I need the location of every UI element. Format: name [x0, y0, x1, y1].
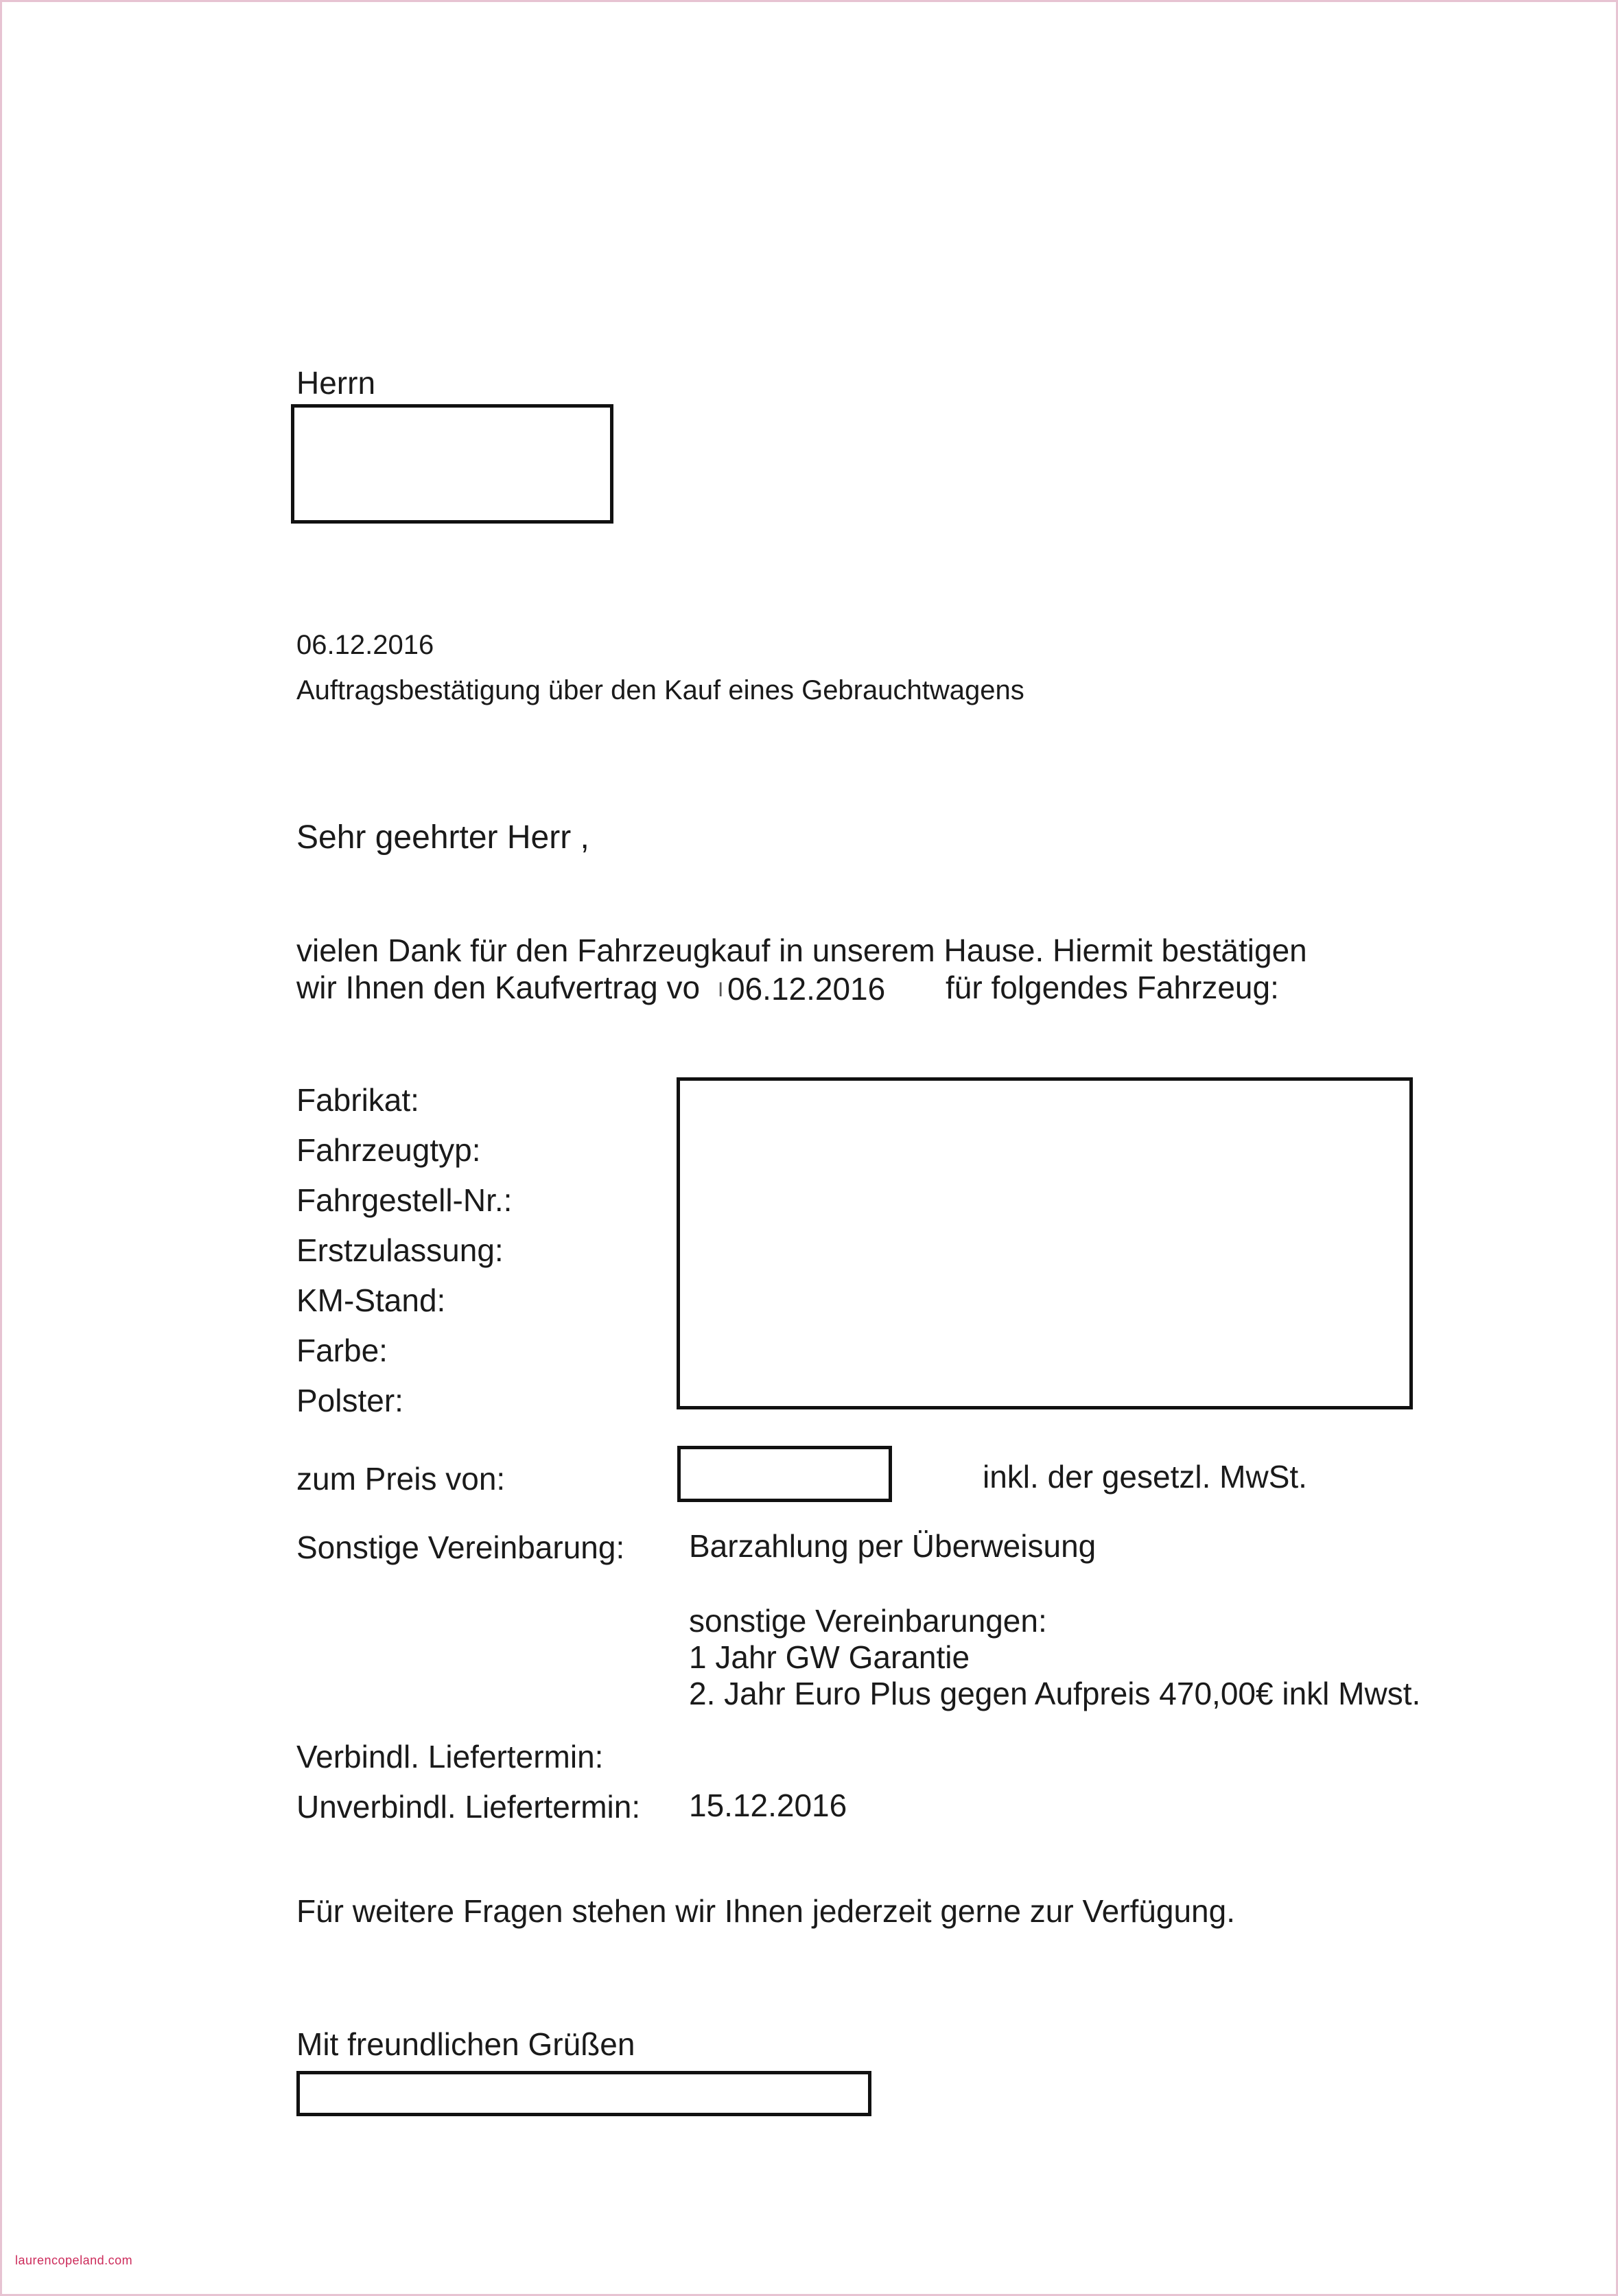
field-km-stand: KM-Stand: — [296, 1282, 446, 1318]
recipient-salutation: Herrn — [296, 365, 376, 401]
delivery-nonbinding-date: 15.12.2016 — [689, 1788, 847, 1823]
field-fahrgestell-nr: Fahrgestell-Nr.: — [296, 1182, 513, 1218]
price-tax-note: inkl. der gesetzl. MwSt. — [983, 1459, 1307, 1495]
agreement-payment: Barzahlung per Überweisung — [689, 1528, 1097, 1564]
letter-subject: Auftragsbestätigung über den Kauf eines Gebrauchtwagens — [296, 675, 1024, 705]
intro-line-2-suffix: für folgendes Fahrzeug: — [946, 970, 1279, 1005]
text-cursor-mark: I — [718, 979, 724, 1001]
intro-line-2-prefix: wir Ihnen den Kaufvertrag vo — [296, 970, 701, 1005]
contract-date: 06.12.2016 — [727, 971, 886, 1007]
field-fahrzeugtyp: Fahrzeugtyp: — [296, 1132, 481, 1168]
greeting: Sehr geehrter Herr , — [296, 819, 589, 856]
vehicle-details-box — [677, 1077, 1413, 1409]
signature-box — [296, 2071, 871, 2116]
delivery-binding-label: Verbindl. Liefertermin: — [296, 1739, 604, 1774]
field-erstzulassung: Erstzulassung: — [296, 1232, 504, 1268]
price-label: zum Preis von: — [296, 1461, 506, 1497]
price-box — [677, 1446, 892, 1502]
agreement-other-line-2: 2. Jahr Euro Plus gegen Aufpreis 470,00€ inkl Mwst. — [689, 1676, 1421, 1711]
field-farbe: Farbe: — [296, 1333, 388, 1368]
closing-regards: Mit freundlichen Grüßen — [296, 2026, 635, 2062]
recipient-address-box — [291, 404, 613, 524]
letter-date: 06.12.2016 — [296, 630, 434, 660]
agreement-label: Sonstige Vereinbarung: — [296, 1530, 625, 1565]
watermark-text: laurencopeland.com — [15, 2253, 133, 2267]
intro-line-1: vielen Dank für den Fahrzeugkauf in unserem Hause. Hiermit bestätigen — [296, 933, 1307, 968]
agreement-other-line-1: 1 Jahr GW Garantie — [689, 1639, 970, 1675]
closing-questions: Für weitere Fragen stehen wir Ihnen jederzeit gerne zur Verfügung. — [296, 1893, 1235, 1929]
delivery-nonbinding-label: Unverbindl. Liefertermin: — [296, 1789, 641, 1825]
field-fabrikat: Fabrikat: — [296, 1082, 419, 1118]
agreement-other-title: sonstige Vereinbarungen: — [689, 1603, 1047, 1639]
field-polster: Polster: — [296, 1383, 403, 1418]
